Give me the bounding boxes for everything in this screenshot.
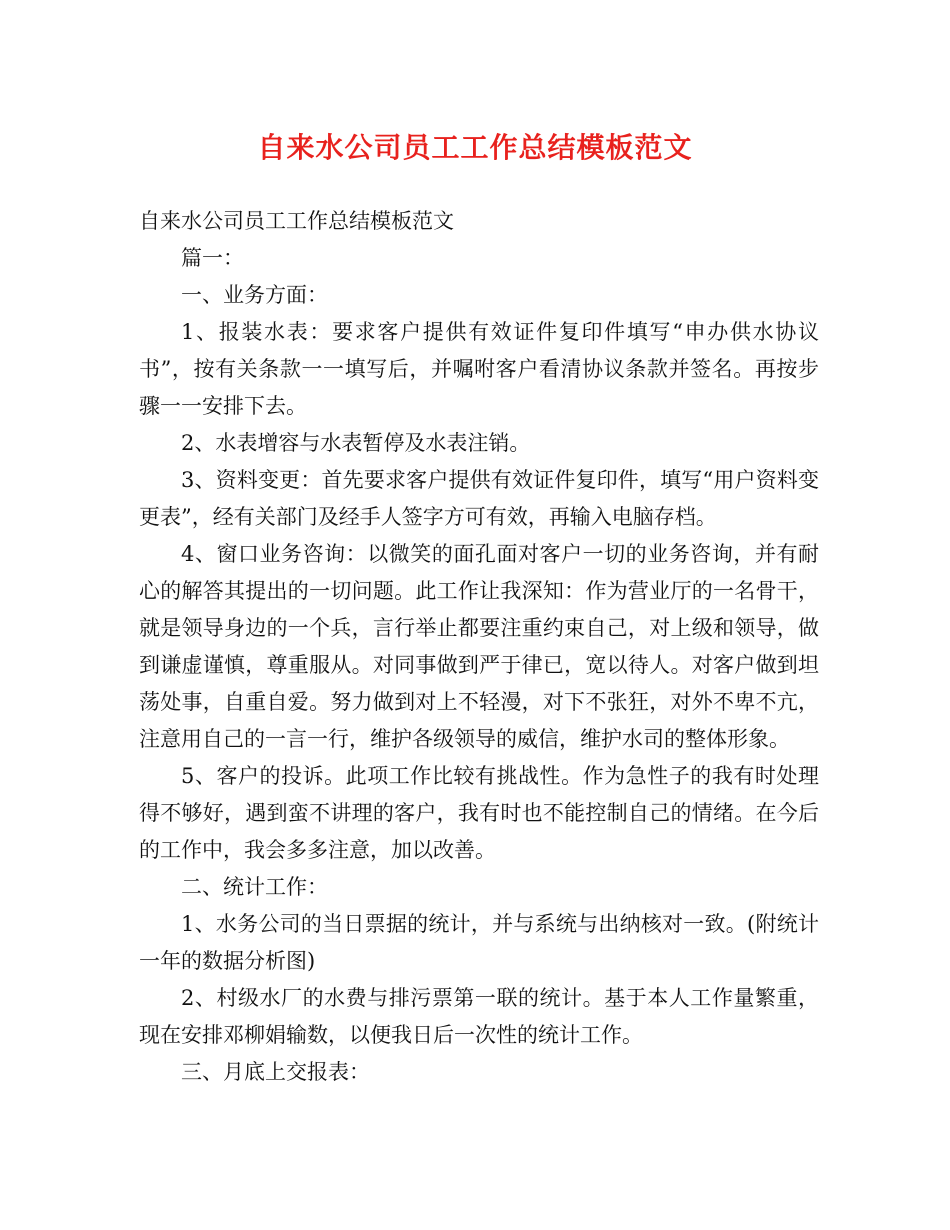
paragraph-item: 5、客户的投诉。此项工作比较有挑战性。作为急性子的我有时处理得不够好，遇到蛮不讲理的客户，我有时也不能控制自己的情绪。在今后的工作中，我会多多注意，加以改善。 <box>139 764 819 862</box>
document-body <box>139 203 819 1091</box>
paragraph-item: 1、水务公司的当日票据的统计，并与系统与出纳核对一致。(附统计一年的数据分析图) <box>139 912 819 973</box>
paragraph-item: 1、报装水表：要求客户提供有效证件复印件填写“申办供水协议书”，按有关条款一一填写后，并嘱咐客户看清协议条款并签名。再按步骤一一安排下去。 <box>139 320 819 418</box>
heading-statistics: 二、统计工作： <box>181 875 328 899</box>
paragraph-item: 2、水表增容与水表暂停及水表注销。 <box>181 431 531 455</box>
paragraph-part-one: 篇一： <box>181 246 244 270</box>
heading-monthly-reports: 三、月底上交报表： <box>181 1060 370 1084</box>
paragraph-item: 3、资料变更：首先要求客户提供有效证件复印件，填写“用户资料变更表”，经有关部门及经手人签字方可有效，再输入电脑存档。 <box>139 468 819 529</box>
paragraph-item: 4、窗口业务咨询：以微笑的面孔面对客户一切的业务咨询，并有耐心的解答其提出的一切问题。此工作让我深知：作为营业厅的一名骨干，就是领导身边的一个兵，言行举止都要注重约束自己，对上级和领导，做到谦虚谨慎，尊重服从。对同事做到严于律已，宽以待人。对客户做到坦荡处事，自重自爱。努力做到对上不轻漫，对下不张狂，对外不卑不亢，注意用自己的一言一行，维护各级领导的威信，维护水司的整体形象。 <box>139 542 819 751</box>
paragraph-item: 2、村级水厂的水费与排污票第一联的统计。基于本人工作量繁重，现在安排邓柳娟输数，以便我日后一次性的统计工作。 <box>139 986 819 1047</box>
paragraph-subtitle: 自来水公司员工工作总结模板范文 <box>139 209 454 233</box>
heading-business: 一、业务方面： <box>181 283 328 307</box>
document-title: 自来水公司员工工作总结模板范文 <box>257 131 693 164</box>
